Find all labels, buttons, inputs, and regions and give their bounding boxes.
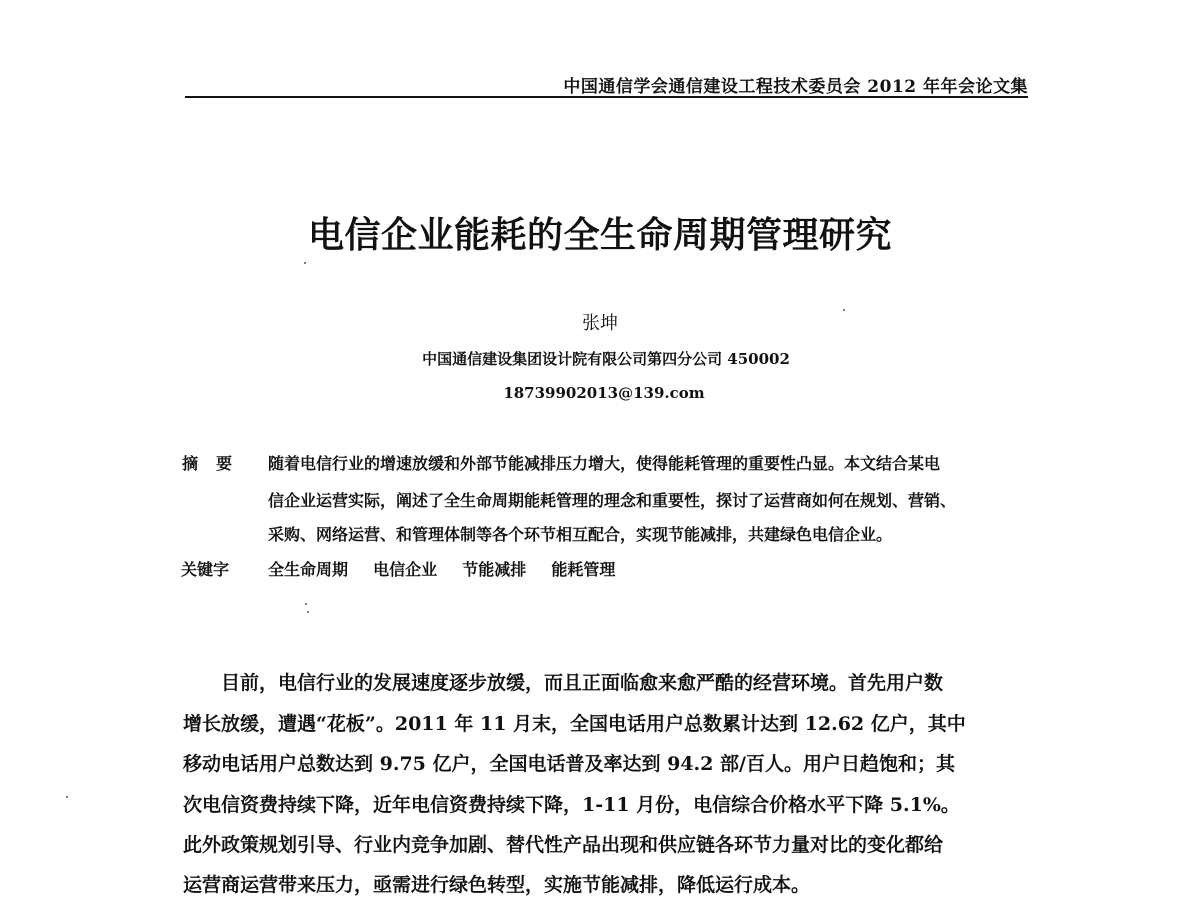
author-name: 张坤 [582,313,618,334]
body-paragraph-line: 移动电话用户总数达到 9.75 亿户，全国电话普及率达到 94.2 部/百人。用户日趋饱和；其 [183,753,955,775]
author-affiliation: 中国通信建设集团设计院有限公司第四分公司 450002 [422,350,790,368]
scan-speck [843,309,845,311]
scan-speck [307,611,309,613]
scan-speck [66,796,68,798]
body-paragraph-line: 此外政策规划引导、行业内竞争加剧、替代性产品出现和供应链各环节力量对比的变化都给 [183,834,944,856]
scan-speck [304,262,306,264]
scan-speck [305,603,307,605]
body-paragraph-line: 运营商运营带来压力，亟需进行绿色转型，实施节能减排，降低运行成本。 [183,874,811,896]
author-email: 18739902013@139.com [503,384,705,402]
abstract-label: 摘要 [182,454,251,473]
keyword: 节能减排 [462,560,527,579]
body-paragraph-line: 增长放缓，遭遇“花板”。2011 年 11 月末，全国电话用户总数累计达到 12.62 亿户，其中 [183,713,966,735]
keyword: 全生命周期 [268,560,349,579]
running-header: 中国通信学会通信建设工程技术委员会 2012 年年会论文集 [563,77,1028,97]
paper-title: 电信企业能耗的全生命周期管理研究 [307,215,892,256]
keyword: 电信企业 [373,560,438,579]
abstract-line: 随着电信行业的增速放缓和外部节能减排压力增大，使得能耗管理的重要性凸显。本文结合某电 [268,454,941,473]
keywords-label: 关键字 [181,560,230,579]
abstract-line: 信企业运营实际，阐述了全生命周期能耗管理的理念和重要性，探讨了运营商如何在规划、营销、 [268,491,957,510]
body-paragraph-line: 次电信资费持续下降，近年电信资费持续下降，1-11 月份，电信综合价格水平下降 5.1%。 [183,794,960,816]
keywords-list [268,557,635,580]
keyword: 能耗管理 [551,560,616,579]
abstract-line: 采购、网络运营、和管理体制等各个环节相互配合，实现节能减排，共建绿色电信企业。 [268,525,893,544]
body-paragraph-line: 目前，电信行业的发展速度逐步放缓，而且正面临愈来愈严酷的经营环境。首先用户数 [221,672,944,694]
header-rule [185,96,1028,98]
